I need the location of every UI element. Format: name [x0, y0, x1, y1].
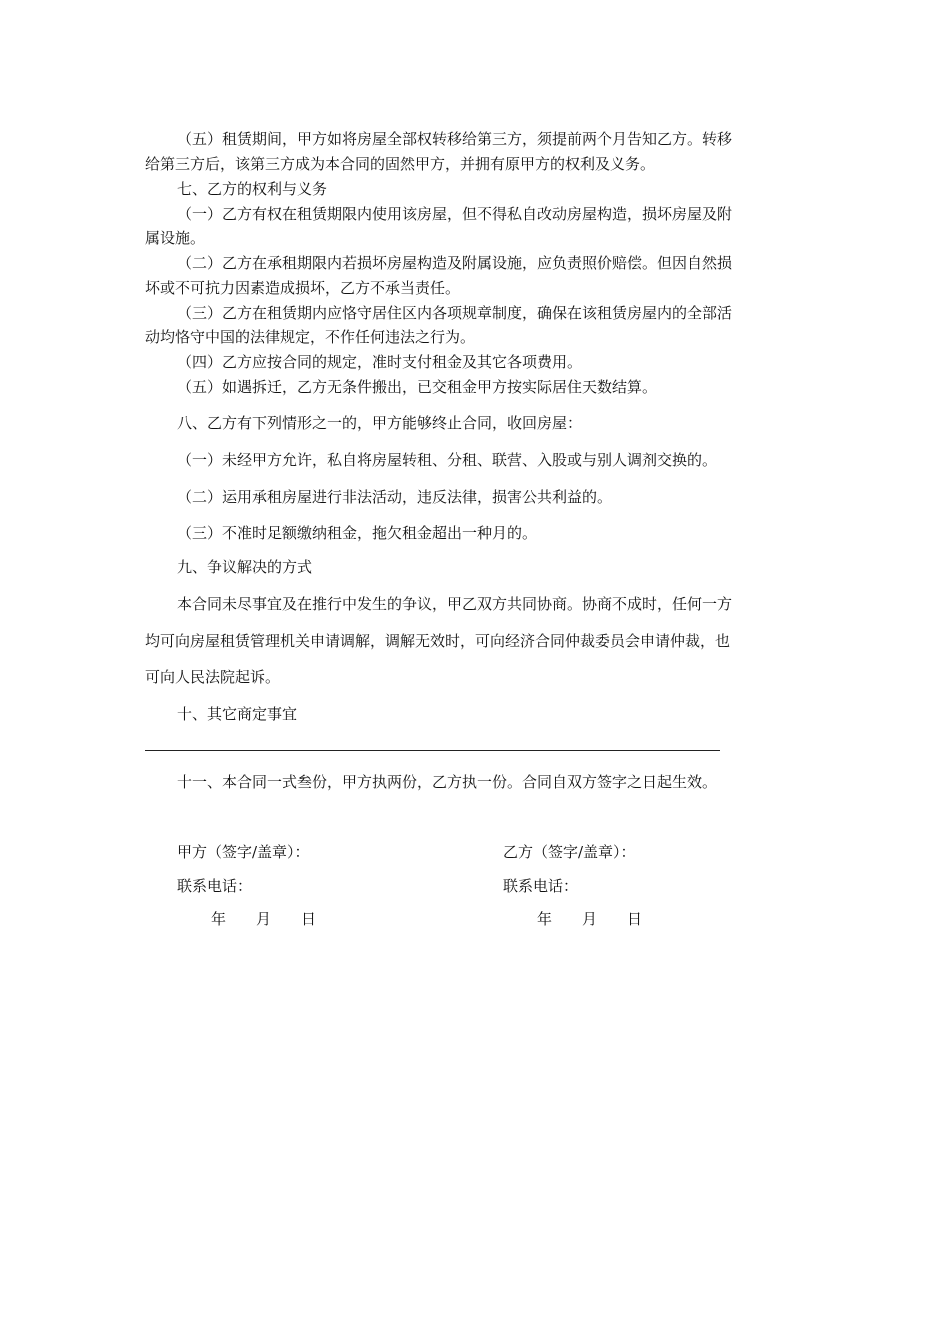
clause-8-3: （三）不准时足额缴纳租金，拖欠租金超出一种月的。	[177, 524, 538, 542]
section-7-heading: 七、乙方的权利与义务	[177, 180, 328, 198]
section-11: 十一、本合同一式叁份，甲方执两份，乙方执一份。合同自双方签字之日起生效。	[177, 773, 718, 791]
section-8-heading: 八、乙方有下列情形之一的，甲方能够终止合同，收回房屋：	[177, 414, 583, 432]
section-9-body-line-3: 可向人民法院起诉。	[145, 668, 281, 686]
clause-6-5-line-2: 给第三方后，该第三方成为本合同的固然甲方，并拥有原甲方的权利及义务。	[145, 155, 656, 173]
blank-fill-line	[145, 750, 720, 751]
clause-7-2-line-2: 坏或不可抗力因素造成损坏，乙方不承当责任。	[145, 279, 461, 297]
party-a-signature-label: 甲方（签字/盖章）：	[177, 843, 310, 861]
clause-6-5-line-1: （五）租赁期间，甲方如将房屋全部权转移给第三方，须提前两个月告知乙方。转移	[177, 130, 733, 148]
clause-7-1-line-1: （一）乙方有权在租赁期限内使用该房屋，但不得私自改动房屋构造，损坏房屋及附	[177, 205, 733, 223]
clause-7-1-line-2: 属设施。	[145, 229, 206, 247]
clause-8-2: （二）运用承租房屋进行非法活动，违反法律，损害公共利益的。	[177, 488, 613, 506]
clause-7-3-line-1: （三）乙方在租赁期内应恪守居住区内各项规章制度，确保在该租赁房屋内的全部活	[177, 304, 733, 322]
party-b-contact-label: 联系电话：	[503, 877, 579, 895]
party-b-date-label: 年 月 日	[537, 910, 643, 928]
clause-7-5: （五）如遇拆迁，乙方无条件搬出，已交租金甲方按实际居住天数结算。	[177, 378, 658, 396]
party-b-signature-label: 乙方（签字/盖章）：	[503, 843, 636, 861]
party-a-date-label: 年 月 日	[211, 910, 317, 928]
clause-7-2-line-1: （二）乙方在承租期限内若损坏房屋构造及附属设施，应负责照价赔偿。但因自然损	[177, 254, 733, 272]
clause-8-1: （一）未经甲方允许，私自将房屋转租、分租、联营、入股或与别人调剂交换的。	[177, 451, 718, 469]
section-10-heading: 十、其它商定事宜	[177, 705, 298, 723]
section-9-body-line-2: 均可向房屋租赁管理机关申请调解，调解无效时，可向经济合同仲裁委员会申请仲裁，也	[145, 632, 731, 650]
clause-7-3-line-2: 动均恪守中国的法律规定，不作任何违法之行为。	[145, 328, 476, 346]
clause-7-4: （四）乙方应按合同的规定，准时支付租金及其它各项费用。	[177, 353, 583, 371]
section-9-body-line-1: 本合同未尽事宜及在推行中发生的争议，甲乙双方共同协商。协商不成时，任何一方	[177, 595, 733, 613]
party-a-contact-label: 联系电话：	[177, 877, 253, 895]
section-9-heading: 九、争议解决的方式	[177, 558, 313, 576]
